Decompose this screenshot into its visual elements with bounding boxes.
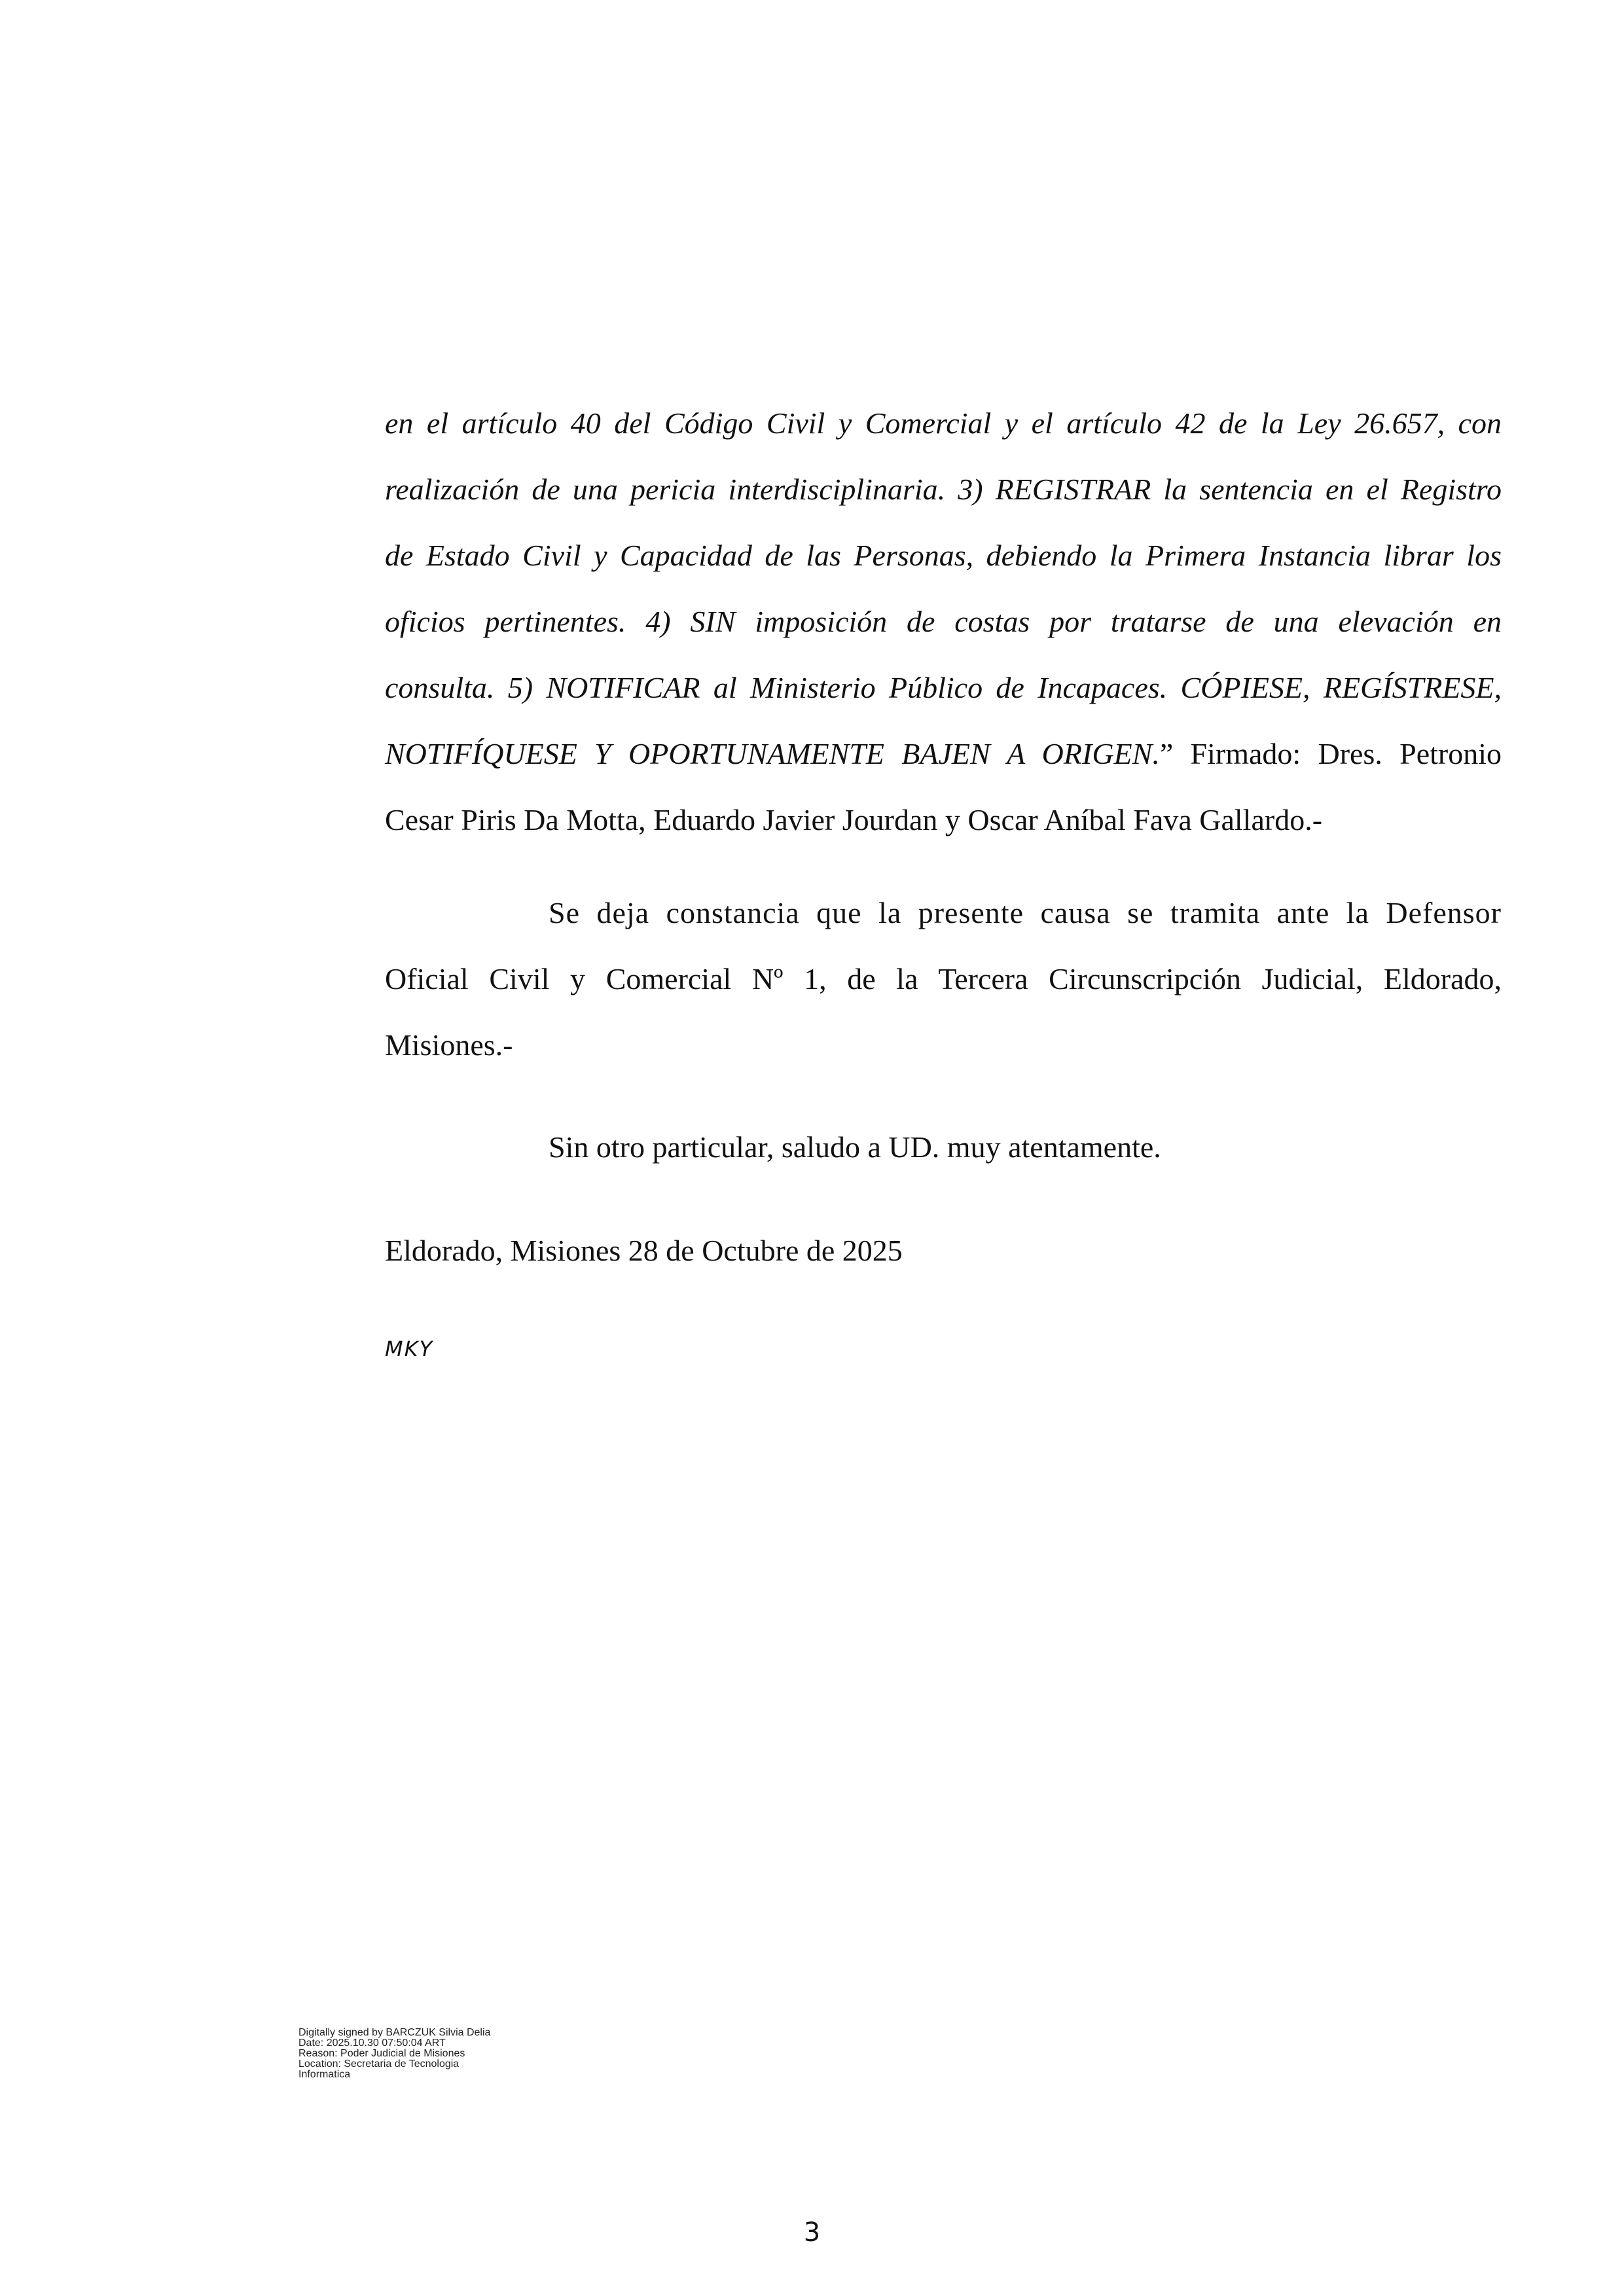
text-segment-regular: ” Firmado: Dres. Petronio xyxy=(1159,737,1502,770)
digital-signature-stamp xyxy=(298,2028,490,2080)
closing-salutation: Sin otro particular, saludo a UD. muy atentamente. xyxy=(549,1130,1161,1164)
text-line: consulta. 5) NOTIFICAR al Ministerio Público de Incapaces. CÓPIESE, REGÍSTRESE, xyxy=(385,671,1502,704)
place-and-date: Eldorado, Misiones 28 de Octubre de 2025 xyxy=(385,1234,903,1267)
author-initials: MKY xyxy=(385,1336,434,1361)
signature-location: Location: Secretaria de Tecnologia xyxy=(298,2058,460,2070)
text-line: Oficial Civil y Comercial Nº 1, de la Tercera Circunscripción Judicial, Eldorado, xyxy=(385,962,1502,996)
text-line: Misiones.- xyxy=(385,1028,513,1062)
signature-signer: Digitally signed by BARCZUK Silvia Delia xyxy=(298,2027,491,2038)
signature-location-cont: Informatica xyxy=(298,2069,351,2080)
page-number: 3 xyxy=(803,2217,821,2248)
resolution-paragraph xyxy=(385,390,1502,853)
text-line: Cesar Piris Da Motta, Eduardo Javier Jourdan y Oscar Aníbal Fava Gallardo.- xyxy=(385,803,1323,836)
text-line: Se deja constancia que la presente causa se tramita ante la Defensor xyxy=(549,896,1502,929)
text-segment-italic: NOTIFÍQUESE Y OPORTUNAMENTE BAJEN A ORIGEN. xyxy=(385,737,1160,770)
text-line: oficios pertinentes. 4) SIN imposición de costas por tratarse de una elevación en xyxy=(385,605,1502,638)
text-line: de Estado Civil y Capacidad de las Personas, debiendo la Primera Instancia librar los xyxy=(385,539,1502,572)
signature-date: Date: 2025.10.30 07:50:04 ART xyxy=(298,2037,446,2049)
constancy-paragraph xyxy=(385,880,1502,1078)
signature-reason: Reason: Poder Judicial de Misiones xyxy=(298,2048,465,2059)
text-line: en el artículo 40 del Código Civil y Comercial y el artículo 42 de la Ley 26.657, con xyxy=(385,406,1502,440)
text-line-mixed xyxy=(385,721,1502,787)
text-line: realización de una pericia interdisciplinaria. 3) REGISTRAR la sentencia en el Registro xyxy=(385,473,1502,506)
